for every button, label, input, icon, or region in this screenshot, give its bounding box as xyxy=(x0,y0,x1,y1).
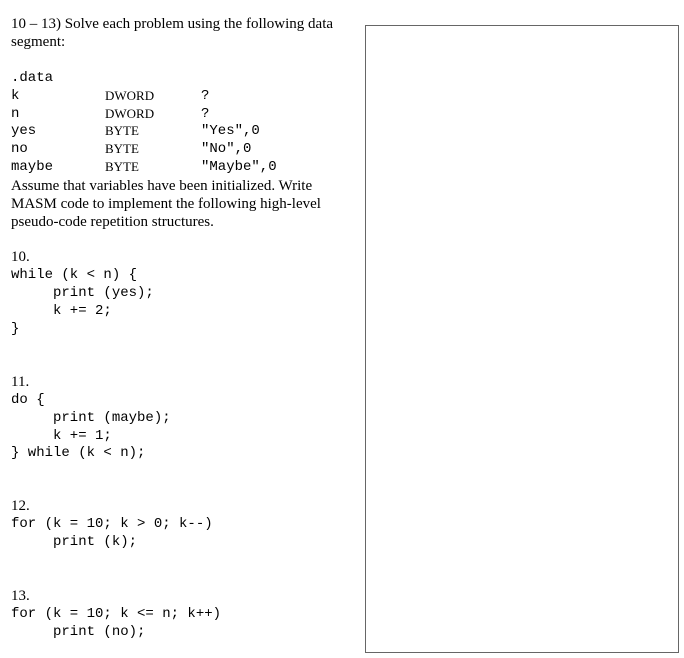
problem-11-line-3: k += 1; xyxy=(11,428,112,444)
answer-box[interactable] xyxy=(365,25,679,653)
declaration-n xyxy=(11,105,311,123)
var-type: DWORD xyxy=(105,88,155,103)
problem-10-line-4: } xyxy=(11,321,20,337)
var-name: no xyxy=(11,141,28,157)
instructions-text: Assume that variables have been initialized. Write MASM code to implement the following high-level pseudo-code repetition structures. xyxy=(11,178,321,230)
problem-11-number: 11. xyxy=(11,374,30,390)
var-name: k xyxy=(11,88,20,104)
problem-12-number: 12. xyxy=(11,498,30,514)
declaration-maybe xyxy=(11,158,311,176)
problem-13-line-1: for (k = 10; k <= n; k++) xyxy=(11,606,222,622)
var-value: "Maybe",0 xyxy=(201,159,277,175)
var-type: BYTE xyxy=(105,159,139,174)
var-type: BYTE xyxy=(105,123,139,138)
problem-13-number: 13. xyxy=(11,588,30,604)
problem-12-line-2: print (k); xyxy=(11,534,138,550)
problem-intro: 10 – 13) Solve each problem using the following data segment: xyxy=(11,16,334,50)
var-value: ? xyxy=(201,88,210,104)
declaration-yes xyxy=(11,122,311,140)
declaration-no xyxy=(11,140,311,158)
problem-11-line-2: print (maybe); xyxy=(11,410,171,426)
problem-12-line-1: for (k = 10; k > 0; k--) xyxy=(11,516,213,532)
problem-11-line-4: } while (k < n); xyxy=(11,445,146,461)
var-type: BYTE xyxy=(105,141,139,156)
var-value: "Yes",0 xyxy=(201,123,260,139)
problem-10-number: 10. xyxy=(11,249,30,265)
problem-10-line-2: print (yes); xyxy=(11,285,154,301)
problem-13-line-2: print (no); xyxy=(11,624,146,640)
var-name: n xyxy=(11,106,20,122)
data-segment-header: .data xyxy=(11,70,54,86)
declaration-k xyxy=(11,87,311,105)
var-value: "No",0 xyxy=(201,141,252,157)
problem-10-line-3: k += 2; xyxy=(11,303,112,319)
problem-10-line-1: while (k < n) { xyxy=(11,267,138,283)
var-name: maybe xyxy=(11,159,54,175)
problem-11-line-1: do { xyxy=(11,392,45,408)
var-type: DWORD xyxy=(105,106,155,121)
var-value: ? xyxy=(201,106,210,122)
var-name: yes xyxy=(11,123,37,139)
